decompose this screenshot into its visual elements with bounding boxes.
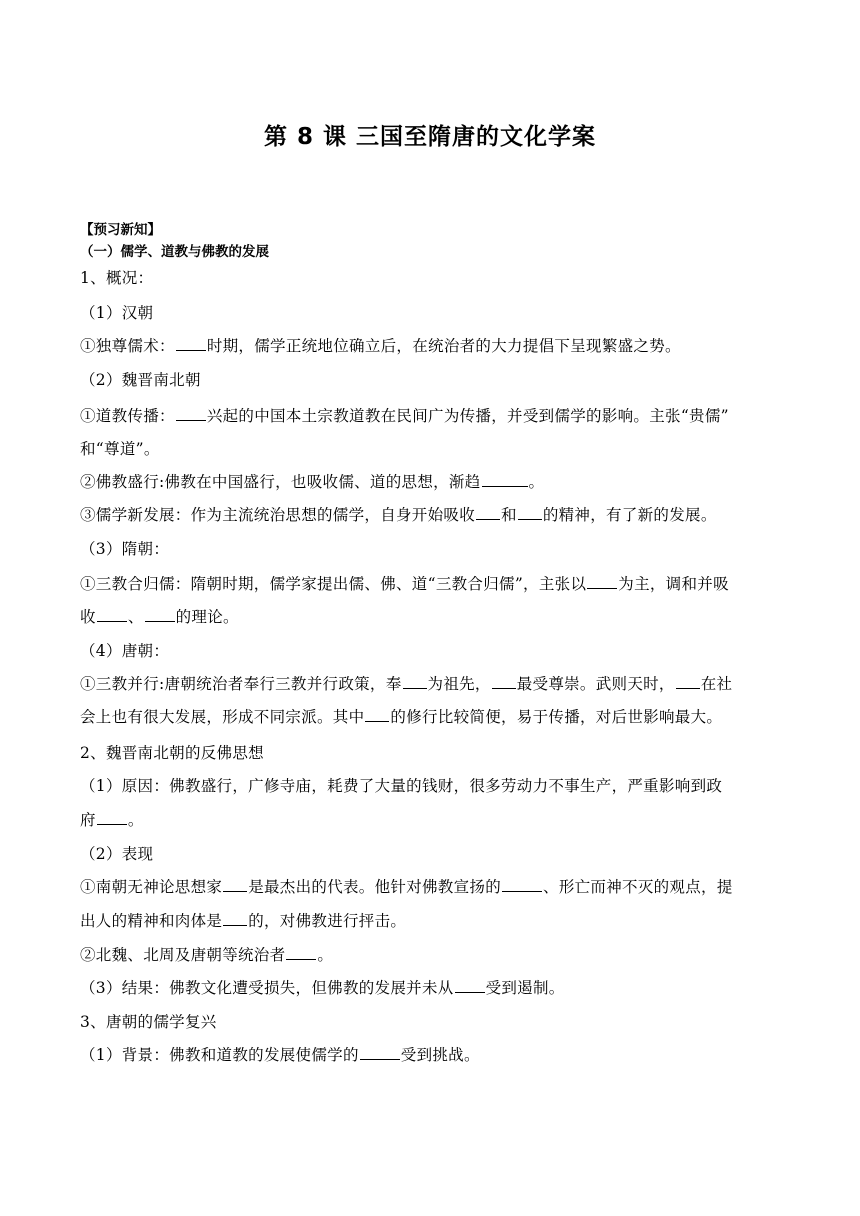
fill-blank [455,978,485,993]
text-line: ①道教传播： 兴起的中国本土宗教道教在民间广为传播，并受到儒学的影响。主张“贵儒” [80,407,729,425]
text-line: 2、魏晋南北朝的反佛思想 [80,744,264,762]
text-line: （1）汉朝 [80,304,154,322]
text-line: （2）表现 [80,845,154,863]
text-line: （3）结果：佛教文化遭受损失，但佛教的发展并未从 受到遏制。 [80,979,565,997]
text-line: 3、唐朝的儒学复兴 [80,1013,217,1031]
fill-blank [587,574,617,589]
fill-blank [518,505,542,520]
fill-blank [176,336,206,351]
fill-blank [502,877,542,892]
fill-blank [145,607,175,622]
text-line: （4）唐朝： [80,642,170,660]
text-line: 1、概况： [80,269,154,287]
fill-blank [403,674,427,689]
fill-blank [476,505,500,520]
section-heading: 【预习新知】 [80,222,161,238]
fill-blank [223,911,247,926]
text-line: 收 、 的理论。 [80,608,239,626]
fill-blank [360,1045,400,1060]
text-line: （2）魏晋南北朝 [80,371,201,389]
text-line: 府 。 [80,811,144,829]
text-line: 会上也有很大发展，形成不同宗派。其中 的修行比较简便，易于传播，对后世影响最大。 [80,708,723,726]
document-title: 第 8 课 三国至隋唐的文化学案 [263,124,597,150]
text-line: 出人的精神和肉体是 的，对佛教进行抨击。 [80,912,407,930]
text-line: （1）背景：佛教和道教的发展使儒学的 受到挑战。 [80,1046,480,1064]
text-line: ①独尊儒术： 时期，儒学正统地位确立后，在统治者的大力提倡下呈现繁盛之势。 [80,337,681,355]
text-line: ②北魏、北周及唐朝等统治者 。 [80,946,334,964]
fill-blank [223,877,247,892]
text-line: ①三教合归儒：隋朝时期，儒学家提出儒、佛、道“三教合归儒”，主张以 为主，调和并吸 [80,575,729,593]
fill-blank [97,607,127,622]
fill-blank [176,406,206,421]
text-line: （1）原因：佛教盛行，广修寺庙，耗费了大量的钱财，很多劳动力不事生产，严重影响到政 [80,777,723,795]
fill-blank [676,674,700,689]
fill-blank [97,810,127,825]
fill-blank [492,674,516,689]
fill-blank [286,945,316,960]
fill-blank [482,472,528,487]
text-line: 和“尊道”。 [80,440,160,458]
text-line: （3）隋朝： [80,540,170,558]
fill-blank [365,707,389,722]
text-line: ②佛教盛行:佛教在中国盛行，也吸收儒、道的思想，渐趋 。 [80,473,545,491]
sub-heading: （一）儒学、道教与佛教的发展 [80,244,269,260]
text-line: ①三教并行:唐朝统治者奉行三教并行政策，奉 为祖先， 最受尊崇。武则天时， 在社 [80,675,733,693]
text-line: ③儒学新发展：作为主流统治思想的儒学，自身开始吸收 和 的精神，有了新的发展。 [80,506,717,524]
text-line: ①南朝无神论思想家 是最杰出的代表。他针对佛教宣扬的 、形亡而神不灭的观点，提 [80,878,733,896]
